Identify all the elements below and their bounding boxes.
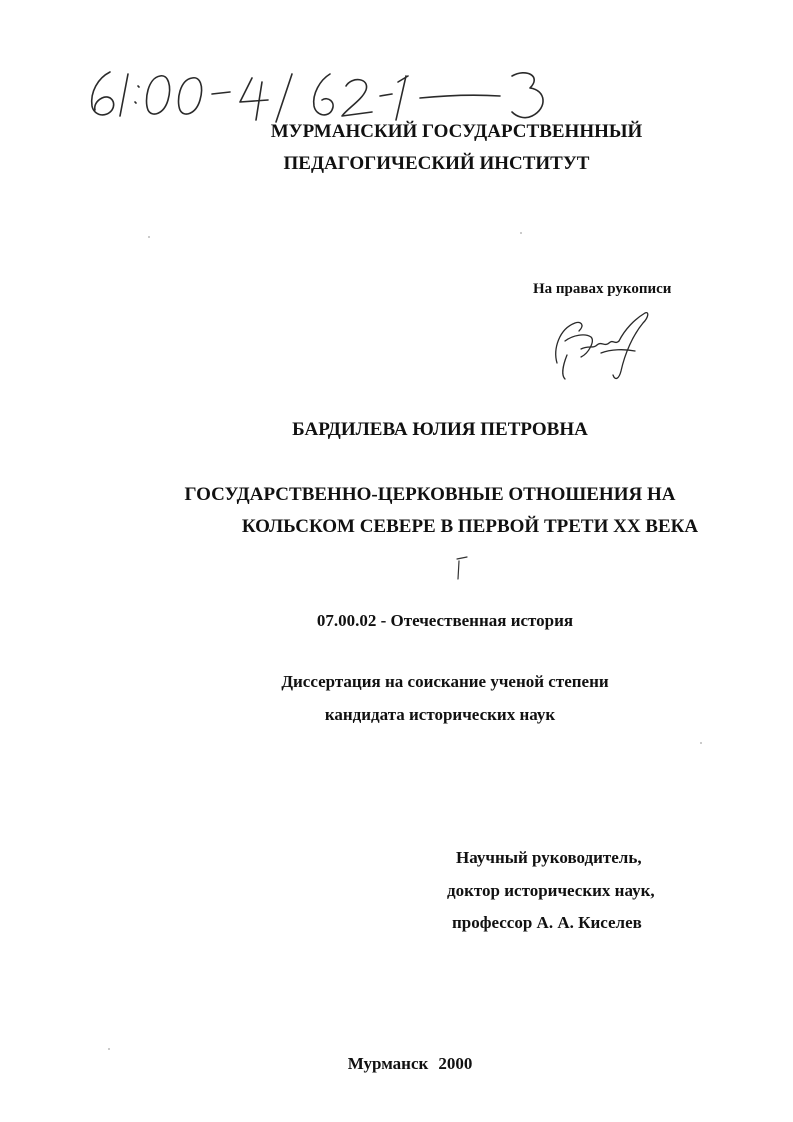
- degree-statement-line-2: кандидата исторических наук: [324, 705, 556, 724]
- scan-speck: [700, 742, 702, 744]
- scan-speck: [108, 1048, 110, 1050]
- year: 2000: [438, 1054, 473, 1073]
- degree-statement-line-1: Диссертация на соискание ученой степени: [281, 672, 609, 691]
- advisor-name: профессор А. А. Киселев: [452, 913, 642, 932]
- advisor-degree: доктор исторических наук,: [447, 881, 655, 900]
- scan-speck: [520, 232, 522, 234]
- city-and-year: [0, 1052, 793, 1076]
- author-signature: [545, 305, 655, 385]
- specialty-code: 07.00.02 - Отечественная история: [316, 611, 574, 630]
- dissertation-title-line-1: ГОСУДАРСТВЕННО-ЦЕРКОВНЫЕ ОТНОШЕНИЯ НА: [184, 484, 676, 505]
- author-name: БАРДИЛЕВА ЮЛИЯ ПЕТРОВНА: [292, 419, 588, 440]
- institute-name-line-1: МУРМАНСКИЙ ГОСУДАРСТВЕНННЫЙ: [270, 121, 643, 142]
- scan-speck: [148, 236, 150, 238]
- institute-name-line-2: ПЕДАГОГИЧЕСКИЙ ИНСТИТУТ: [283, 153, 590, 174]
- dissertation-title-line-2: КОЛЬСКОМ СЕВЕРЕ В ПЕРВОЙ ТРЕТИ XX ВЕКА: [241, 516, 699, 537]
- advisor-label: Научный руководитель,: [456, 848, 642, 867]
- pencil-mark: [455, 555, 469, 581]
- manuscript-rights-note: На правах рукописи: [533, 281, 672, 297]
- city: Мурманск: [347, 1054, 429, 1073]
